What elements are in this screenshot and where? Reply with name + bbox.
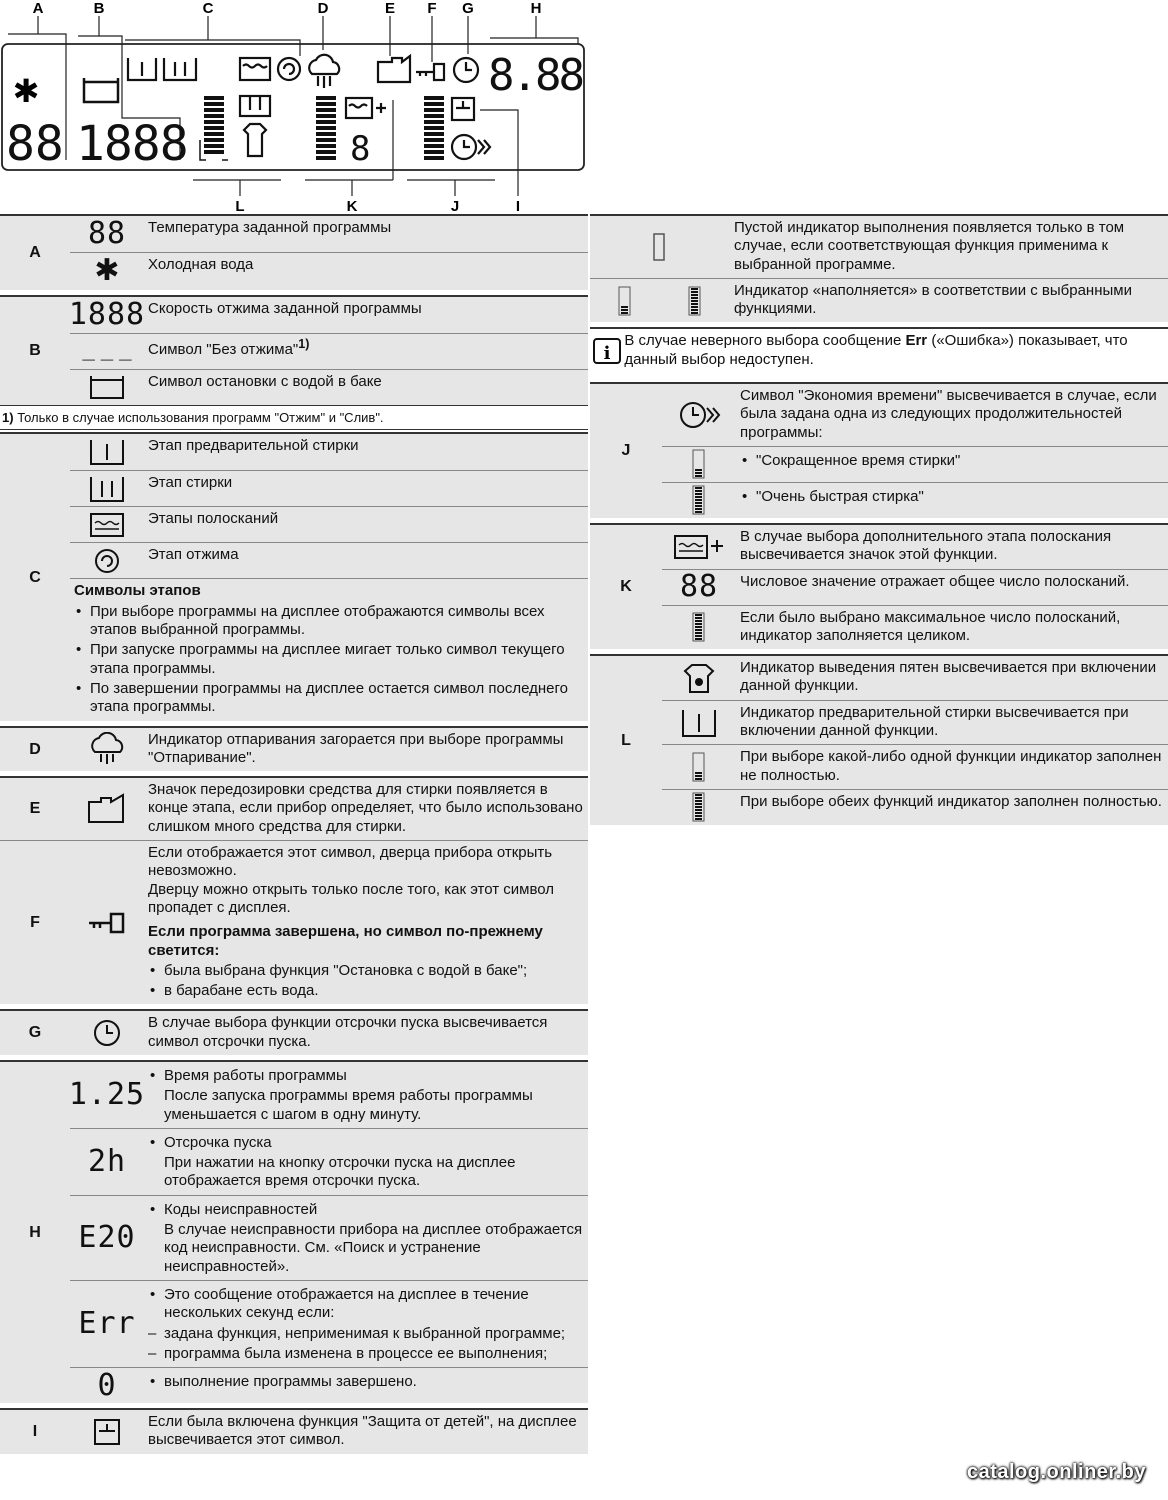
bullet: • в барабане есть вода. xyxy=(148,982,584,1000)
bar-segment xyxy=(695,469,702,471)
row-text: • "Сокращенное время стирки" xyxy=(736,446,1168,482)
row-text: • Коды неисправностей В случае неисправности прибора на дисплее отображается код неисправности. См. «Поиск и устранение неисправностей». xyxy=(144,1195,588,1280)
bar-segment xyxy=(695,620,702,622)
bar-segment xyxy=(204,150,224,154)
extra-rinse-icon xyxy=(662,525,736,569)
error-code-symbol: E20 xyxy=(70,1195,144,1280)
bar-segment xyxy=(621,309,628,311)
bar-segment xyxy=(204,96,224,100)
row-text: Этап предварительной стирки xyxy=(148,437,359,455)
partial-bar-icon xyxy=(662,744,736,789)
overdose-icon xyxy=(70,778,144,840)
bar-segment xyxy=(691,291,698,293)
bar-segment xyxy=(695,803,702,805)
callout-e: E xyxy=(384,0,396,17)
row-text: Значок передозировки средства для стирки появляется в конце этапа, если прибор определяет, что было использовано слишком много средства для стирки. xyxy=(148,781,583,835)
group-letter: J xyxy=(621,442,631,460)
group-a xyxy=(0,214,588,290)
row-text: • Отсрочка пуска При нажатии на кнопку отсрочки пуска на дисплее отображается время отсрочки пуска. xyxy=(144,1128,588,1195)
bar-segment xyxy=(621,306,628,308)
spin-phase-icon xyxy=(70,542,144,578)
child-lock-icon xyxy=(70,1410,144,1454)
group-letter: F xyxy=(30,913,40,931)
svg-text:i: i xyxy=(603,342,611,364)
row-text: Индикатор предварительной стирки высвечивается при включении данной функции. xyxy=(736,700,1168,745)
rinse-count-readout: 8 xyxy=(350,129,371,169)
bar-segment xyxy=(691,294,698,296)
bar-segment xyxy=(204,108,224,112)
callout-l: L xyxy=(235,198,245,214)
full-bar-icon xyxy=(662,605,736,650)
bar-segment xyxy=(424,126,444,130)
group-letter: K xyxy=(620,578,632,596)
group-f xyxy=(0,840,588,1004)
bar-segment xyxy=(695,775,702,777)
row-text: Этап отжима xyxy=(144,542,588,578)
row-text: Индикатор «наполняется» в соответствии с выбранными функциями. xyxy=(730,278,1168,323)
row-text: Если отображается этот символ, дверца прибора открыть невозможно. Дверцу можно открыть только после того, как этот символ пропадет с дисплея. Если программа завершена, но символ по-прежнему светится: • была выбрана функция "Остановка с водой в баке"; • в барабане есть вода. xyxy=(144,841,588,1004)
bar-segment xyxy=(695,815,702,817)
callout-k: K xyxy=(346,198,358,214)
row-text: Если было выбрано максимальное число полосканий, индикатор заполняется целиком. xyxy=(736,605,1168,650)
row-text: Этап стирки xyxy=(144,470,588,506)
group-i xyxy=(0,1408,588,1454)
bar-segment xyxy=(424,114,444,118)
bar-segment xyxy=(204,132,224,136)
bar-segment xyxy=(424,144,444,148)
bar-segment xyxy=(695,800,702,802)
bar-segment xyxy=(695,794,702,796)
bar-segment xyxy=(316,150,336,154)
bar-segment xyxy=(691,288,698,290)
wash-phase-icon xyxy=(70,470,144,506)
spin-symbol: 1888 xyxy=(68,296,146,332)
bar-segment xyxy=(695,632,702,634)
group-letter: B xyxy=(29,341,41,359)
time-save-icon xyxy=(662,384,736,446)
row-text: В случае выбора дополнительного этапа полоскания высвечивается значок этой функции. xyxy=(740,527,1112,564)
callout-i: I xyxy=(515,198,521,214)
info-icon xyxy=(590,337,624,365)
bar-segment xyxy=(695,508,702,510)
overdose-icon xyxy=(378,56,410,82)
group-e xyxy=(0,776,588,840)
wash-phase-icon xyxy=(164,58,196,80)
row-text: Числовое значение отражает общее число полосканий. xyxy=(736,569,1168,605)
bar-segment xyxy=(695,818,702,820)
row-text: • Время работы программы После запуска программы время работы программы уменьшается с шагом в одну минуту. xyxy=(144,1062,588,1128)
bar-segment xyxy=(695,493,702,495)
callout-a: A xyxy=(32,0,44,17)
info-text: В случае неверного выбора сообщение Err («Ошибка») показывает, что данный выбор недоступен. xyxy=(624,332,1128,368)
callout-g: G xyxy=(462,0,474,17)
row-text: • выполнение программы завершено. xyxy=(144,1367,588,1403)
callout-j: J xyxy=(450,198,460,214)
callout-c: C xyxy=(202,0,214,17)
time-readout: 8.88 xyxy=(488,50,582,101)
group-letter: C xyxy=(29,568,41,586)
bar-segment xyxy=(316,108,336,112)
bar-segment xyxy=(424,150,444,154)
bar-segment xyxy=(316,156,336,160)
bar-segment xyxy=(691,309,698,311)
row-text: При выборе какой-либо одной функции индикатор заполнен не полностью. xyxy=(736,744,1168,789)
bar-segment xyxy=(691,300,698,302)
callout-b: B xyxy=(93,0,105,17)
bar-segment xyxy=(621,312,628,314)
footnote: 1) Только в случае использования программ "Отжим" и "Слив". xyxy=(0,405,588,431)
group-letter: D xyxy=(29,740,41,758)
progress-bars xyxy=(200,96,444,160)
row-text: Символ остановки с водой в баке xyxy=(144,369,588,405)
bar-segment xyxy=(204,102,224,106)
callout-h: H xyxy=(530,0,542,17)
row-text: Символ "Без отжима"$^{1)}$ xyxy=(144,333,588,369)
spin-phase-icon xyxy=(278,58,300,80)
bar-segment xyxy=(695,614,702,616)
prewash-icon xyxy=(662,700,736,745)
bar-segment xyxy=(695,511,702,513)
row-text: Индикатор выведения пятен высвечивается при включении данной функции. xyxy=(740,659,1157,695)
info-note xyxy=(590,327,1168,372)
bar-segment xyxy=(695,617,702,619)
stain-icon xyxy=(662,656,736,700)
bar-segment xyxy=(695,472,702,474)
bar-segment xyxy=(424,96,444,100)
bar-segment xyxy=(695,475,702,477)
bar-segment xyxy=(691,303,698,305)
delay-start-icon xyxy=(70,1011,144,1055)
row-text: Скорость отжима заданной программы xyxy=(148,299,422,317)
bar-segment xyxy=(695,623,702,625)
row-text: При выборе обеих функций индикатор заполнен полностью. xyxy=(736,789,1168,825)
door-lock-icon xyxy=(416,64,444,80)
empty-bar-icon xyxy=(590,216,730,278)
full-bar-icon xyxy=(662,482,736,518)
group-progress xyxy=(590,214,1168,322)
row-text: Холодная вода xyxy=(144,252,588,290)
full-bar-icon xyxy=(662,789,736,825)
bar-segment xyxy=(695,778,702,780)
delay-time-symbol: 2h xyxy=(70,1128,144,1195)
bar-segment xyxy=(695,626,702,628)
bar-segment xyxy=(695,499,702,501)
bar-segment xyxy=(204,120,224,124)
bar-segment xyxy=(424,120,444,124)
bar-segment xyxy=(204,138,224,142)
bullet: • При запуске программы на дисплее мигает только символ текущего этапа программы. xyxy=(74,641,584,678)
bar-segment xyxy=(695,635,702,637)
bar-segment xyxy=(695,629,702,631)
display-diagram xyxy=(0,0,600,214)
cold-water-icon: ✱ xyxy=(70,252,144,290)
phase-heading: Символы этапов xyxy=(74,582,201,600)
bullet: • При выборе программы на дисплее отображаются символы всех этапов выбранной программы. xyxy=(74,603,584,640)
phase-notes xyxy=(70,578,588,720)
bar-segment xyxy=(695,772,702,774)
cold-water-icon: ✱ xyxy=(12,72,40,110)
bar-segment xyxy=(316,132,336,136)
bullet: • По завершении программы на дисплее остается символ последнего этапа программы. xyxy=(74,680,584,717)
row-text: Индикатор отпаривания загорается при выборе программы "Отпаривание". xyxy=(148,730,564,766)
group-l xyxy=(590,654,1168,825)
group-letter: H xyxy=(29,1223,41,1241)
group-c xyxy=(0,432,588,720)
steam-icon xyxy=(309,55,339,88)
bar-segment xyxy=(316,96,336,100)
bar-segment xyxy=(424,132,444,136)
watermark: catalog.onliner.by xyxy=(966,1460,1146,1483)
group-b xyxy=(0,295,588,405)
err-symbol: Err xyxy=(70,1280,144,1367)
group-k xyxy=(590,523,1168,649)
tank-water-icon xyxy=(84,78,118,102)
group-letter: A xyxy=(29,244,41,262)
row-text: В случае выбора функции отсрочки пуска высвечивается символ отсрочки пуска. xyxy=(148,1014,548,1050)
no-spin-symbol: _ _ _ xyxy=(70,333,144,369)
bar-segment xyxy=(204,126,224,130)
tank-water-icon xyxy=(70,369,144,405)
door-lock-icon xyxy=(70,841,144,1004)
row-text: Если была включена функция "Защита от детей", на дисплее высвечивается этот символ. xyxy=(148,1413,577,1449)
right-column xyxy=(590,214,1168,830)
bar-segment xyxy=(695,496,702,498)
group-letter: E xyxy=(29,800,41,818)
group-letter: L xyxy=(621,731,631,749)
bar-segment xyxy=(695,806,702,808)
bar-segment xyxy=(695,502,702,504)
bar-segment xyxy=(424,138,444,142)
bar-segment xyxy=(424,108,444,112)
bar-segment xyxy=(424,102,444,106)
row-text: Символ "Экономия времени" высвечивается в случае, если была задана одна из следующих продолжительностей программы: xyxy=(740,387,1157,441)
bar-segment xyxy=(695,797,702,799)
callout-d: D xyxy=(317,0,329,17)
group-j xyxy=(590,382,1168,518)
row-text: • "Очень быстрая стирка" xyxy=(736,482,1168,518)
bar-segment xyxy=(316,138,336,142)
bar-segment xyxy=(316,114,336,118)
prewash-phase-icon xyxy=(70,434,144,470)
group-g xyxy=(0,1009,588,1055)
bar-segment xyxy=(695,505,702,507)
bar-segment xyxy=(695,809,702,811)
partial-bar-icon xyxy=(662,446,736,482)
bar-segment xyxy=(691,312,698,314)
end-symbol: 0 xyxy=(70,1367,144,1403)
bullet: • была выбрана функция "Остановка с водой в баке"; xyxy=(148,962,584,980)
steam-icon xyxy=(70,728,144,772)
program-time-symbol: 1.25 xyxy=(68,1076,146,1112)
group-d xyxy=(0,726,588,772)
rinse-phase-icon xyxy=(240,58,270,80)
filling-bar-icon xyxy=(590,278,730,323)
bar-segment xyxy=(316,126,336,130)
bar-segment xyxy=(695,812,702,814)
temp-readout: 88 xyxy=(6,116,64,172)
group-letter: I xyxy=(32,1423,38,1441)
bar-segment xyxy=(695,638,702,640)
temp-symbol: 88 xyxy=(87,216,127,251)
row-text: Пустой индикатор выполнения появляется только в том случае, если соответствующая функция применима к выбранной программе. xyxy=(734,219,1125,273)
bar-segment xyxy=(695,487,702,489)
rinse-count-symbol: 88 xyxy=(662,569,736,605)
bar-segment xyxy=(691,306,698,308)
callout-f: F xyxy=(427,0,437,17)
left-column xyxy=(0,214,588,1459)
prewash-phase-icon xyxy=(128,58,156,80)
stain-icon xyxy=(244,124,266,156)
bar-segment xyxy=(316,120,336,124)
bar-segment xyxy=(204,144,224,148)
row-text: Этапы полосканий xyxy=(144,506,588,542)
bar-segment xyxy=(695,490,702,492)
row-text: • Это сообщение отображается на дисплее в течение нескольких секунд если: – задана функция, неприменимая к выбранной программе; – программа была изменена в процессе ее выполнения; xyxy=(144,1280,588,1367)
row-text: Температура заданной программы xyxy=(148,219,392,236)
spin-readout: 1888 xyxy=(76,116,188,172)
bar-segment xyxy=(424,156,444,160)
bar-segment xyxy=(316,144,336,148)
group-h xyxy=(0,1060,588,1403)
rinse-phase-icon xyxy=(70,506,144,542)
bar-segment xyxy=(316,102,336,106)
bar-segment xyxy=(204,114,224,118)
group-letter: G xyxy=(28,1024,42,1042)
bar-segment xyxy=(691,297,698,299)
